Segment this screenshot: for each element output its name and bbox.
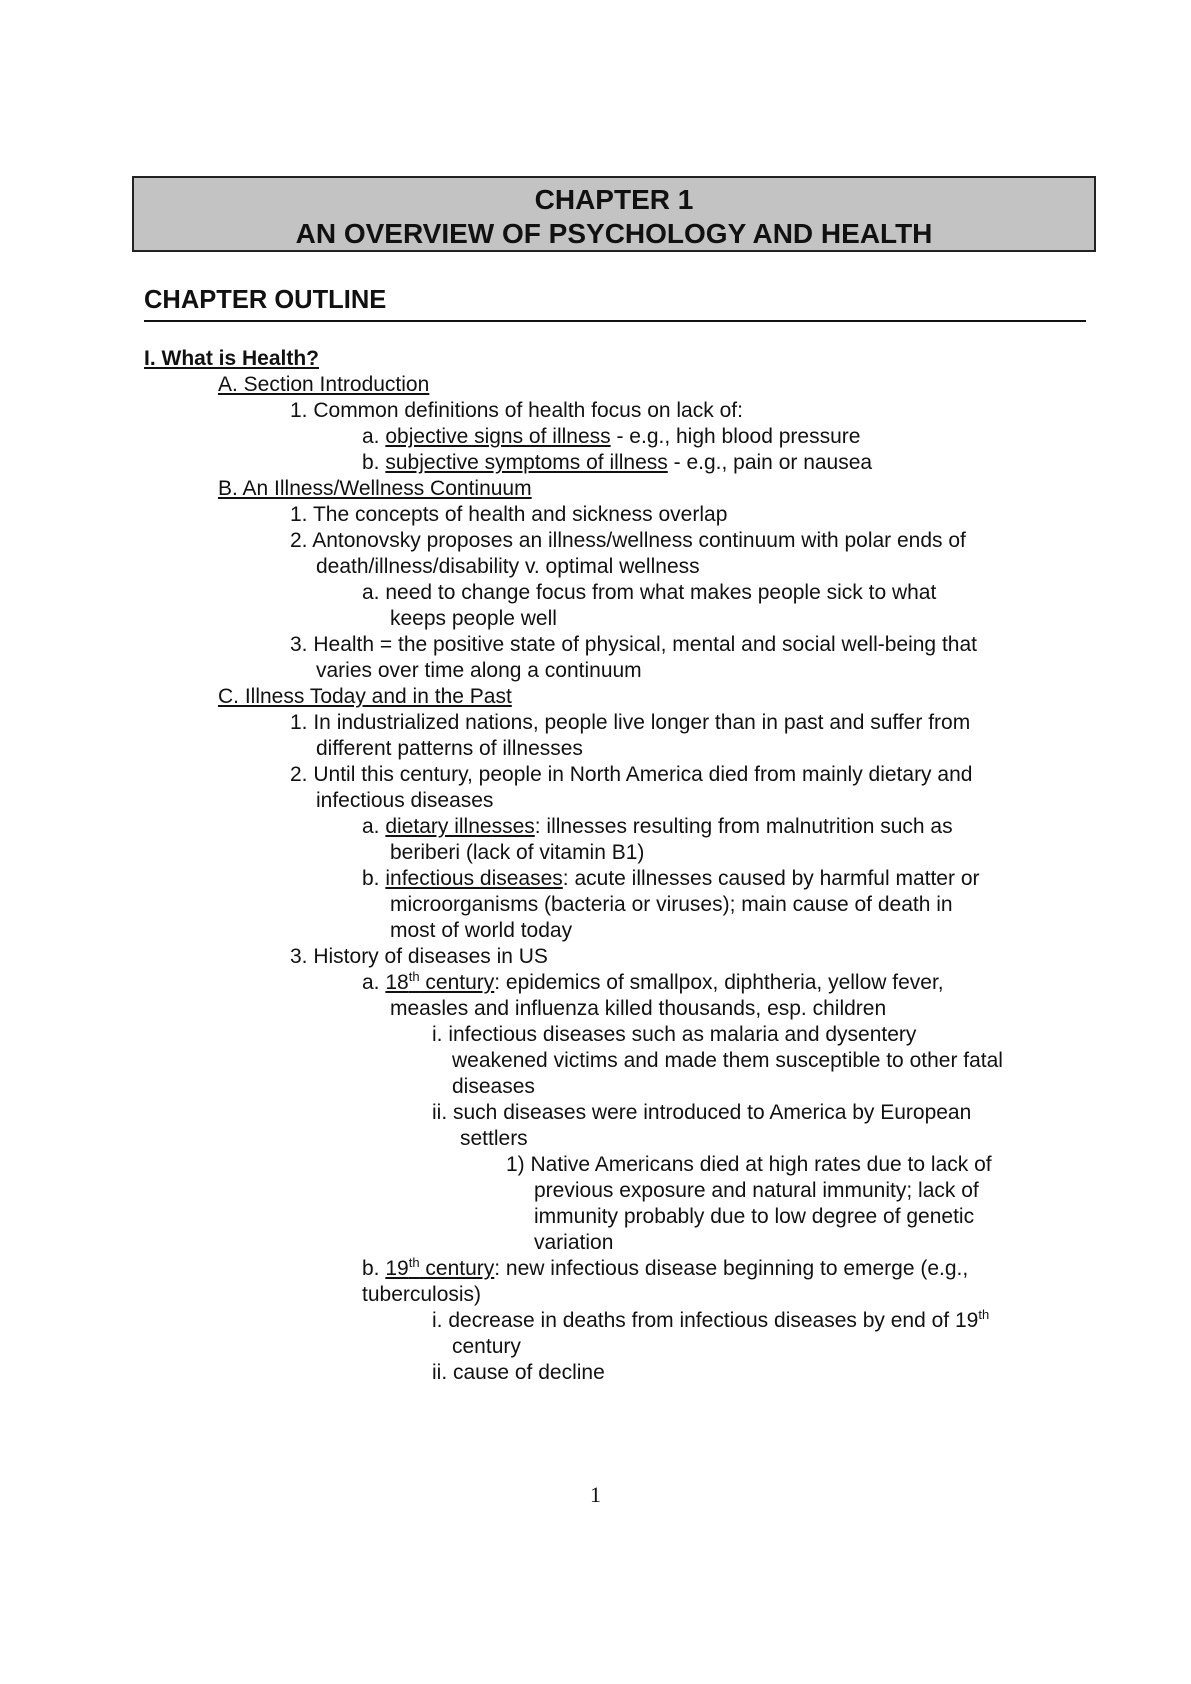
outline-item: i. decrease in deaths from infectious diseases by end of 19th: [432, 1307, 990, 1332]
outline-item: 1. In industrialized nations, people live longer than in past and suffer from: [290, 711, 971, 734]
outline-item: a. objective signs of illness - e.g., high blood pressure: [362, 425, 861, 448]
outline-item: 2. Antonovsky proposes an illness/wellness continuum with polar ends of: [290, 529, 966, 552]
outline-item: a. 18th century: epidemics of smallpox, diphtheria, yellow fever,: [362, 969, 944, 994]
outline-item-continued: infectious diseases: [316, 789, 494, 812]
section-heading: I. What is Health?: [144, 347, 320, 370]
outline-item: 2. Until this century, people in North America died from mainly dietary and: [290, 763, 973, 786]
subsection-heading: C. Illness Today and in the Past: [218, 685, 512, 708]
outline-item-continued: different patterns of illnesses: [316, 737, 583, 760]
outline-item-continued: variation: [534, 1231, 614, 1254]
outline-item-continued: settlers: [460, 1127, 528, 1150]
outline-item-continued: microorganisms (bacteria or viruses); main cause of death in: [390, 893, 953, 916]
outline-item: 3. History of diseases in US: [290, 945, 548, 968]
outline-item-continued: tuberculosis): [362, 1283, 482, 1306]
chapter-outline-heading: CHAPTER OUTLINE: [144, 284, 1086, 322]
outline-item: i. infectious diseases such as malaria and dysentery: [432, 1023, 917, 1046]
outline-item: a. need to change focus from what makes people sick to what: [362, 581, 937, 604]
outline-item-continued: death/illness/disability v. optimal wellness: [316, 555, 700, 578]
outline-item: b. infectious diseases: acute illnesses caused by harmful matter or: [362, 867, 980, 890]
page-number: 1: [590, 1482, 601, 1507]
outline-item: a. dietary illnesses: illnesses resulting from malnutrition such as: [362, 815, 953, 838]
outline-item-continued: measles and influenza killed thousands, esp. children: [390, 997, 887, 1020]
outline-item: b. 19th century: new infectious disease beginning to emerge (e.g.,: [362, 1255, 969, 1280]
outline-item-continued: previous exposure and natural immunity; lack of: [534, 1179, 979, 1202]
outline-item-continued: immunity probably due to low degree of genetic: [534, 1205, 975, 1228]
outline-item: b. subjective symptoms of illness - e.g., pain or nausea: [362, 451, 873, 474]
outline-item: ii. such diseases were introduced to America by European: [432, 1101, 972, 1124]
outline-item: 1. The concepts of health and sickness overlap: [290, 503, 728, 526]
chapter-title: AN OVERVIEW OF PSYCHOLOGY AND HEALTH: [295, 218, 933, 249]
chapter-number: CHAPTER 1: [534, 184, 694, 215]
subsection-heading: B. An Illness/Wellness Continuum: [218, 477, 532, 500]
outline-item: 1. Common definitions of health focus on lack of:: [290, 399, 743, 422]
outline-item-continued: century: [452, 1335, 521, 1358]
outline-item-continued: diseases: [452, 1075, 535, 1098]
outline-item-continued: keeps people well: [390, 607, 557, 630]
outline-item-continued: weakened victims and made them susceptible to other fatal: [452, 1049, 1003, 1072]
outline-item-continued: beriberi (lack of vitamin B1): [390, 841, 645, 864]
outline-item: ii. cause of decline: [432, 1361, 605, 1384]
outline-item-continued: most of world today: [390, 919, 573, 942]
chapter-title-box: [132, 176, 1096, 252]
outline-item: 1) Native Americans died at high rates due to lack of: [506, 1153, 992, 1176]
outline-item: 3. Health = the positive state of physical, mental and social well-being that: [290, 633, 977, 656]
outline-item-continued: varies over time along a continuum: [316, 659, 642, 682]
subsection-heading: A. Section Introduction: [218, 373, 430, 396]
